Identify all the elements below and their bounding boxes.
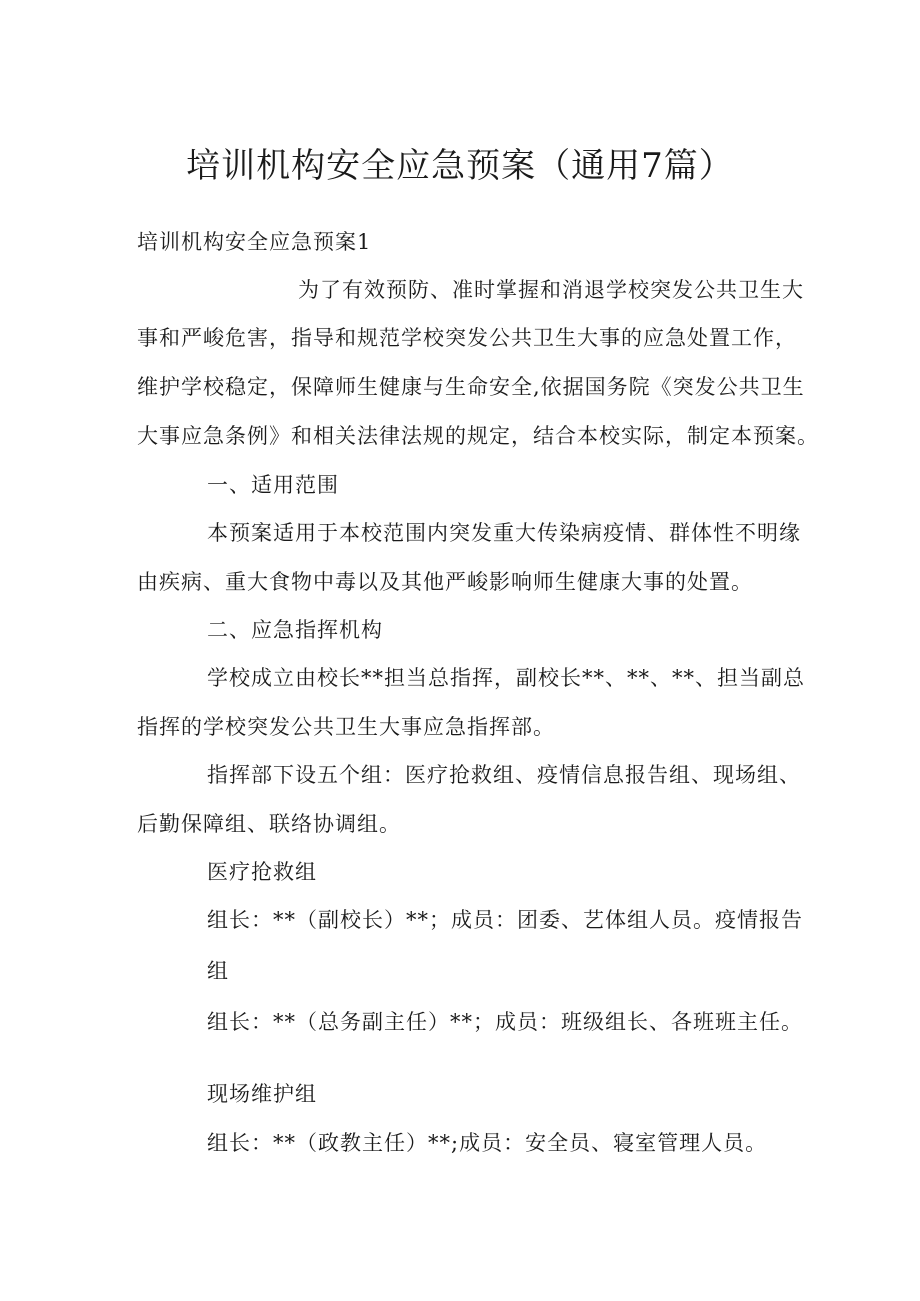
paragraph-line: 学校成立由校长**担当总指挥，副校长**、**、**、担当副总	[207, 666, 805, 690]
subheading-command: 二、应急指挥机构	[207, 618, 383, 642]
paragraph-line: 由疾病、重大食物中毒以及其他严峻影响师生健康大事的处置。	[137, 570, 753, 594]
group-heading: 医疗抢救组	[207, 860, 317, 884]
group-heading: 现场维护组	[207, 1082, 317, 1106]
paragraph-line: 本预案适用于本校范围内突发重大传染病疫情、群体性不明缘	[207, 521, 801, 545]
paragraph-line: 为了有效预防、准时掌握和消退学校突发公共卫生大	[298, 278, 804, 302]
paragraph-line: 事和严峻危害，指导和规范学校突发公共卫生大事的应急处置工作，	[137, 326, 797, 350]
paragraph-line: 组长：**（副校长）**；成员：团委、艺体组人员。疫情报告	[207, 908, 803, 932]
paragraph-line: 维护学校稳定，保障师生健康与生命安全,依据国务院《突发公共卫生	[137, 375, 805, 399]
paragraph-line: 大事应急条例》和相关法律法规的规定，结合本校实际，制定本预案。	[137, 424, 819, 448]
paragraph-line: 组长：**（总务副主任）**；成员：班级组长、各班班主任。	[207, 1010, 803, 1034]
paragraph-line: 指挥的学校突发公共卫生大事应急指挥部。	[137, 715, 555, 739]
paragraph-line: 后勤保障组、联络协调组。	[137, 812, 401, 836]
subheading-scope: 一、适用范围	[207, 473, 339, 497]
section-heading: 培训机构安全应急预案1	[137, 230, 372, 254]
document-title: 培训机构安全应急预案（通用7篇）	[186, 146, 734, 186]
paragraph-line: 组长：**（政教主任）**;成员：安全员、寝室管理人员。	[207, 1131, 768, 1155]
paragraph-line: 指挥部下设五个组：医疗抢救组、疫情信息报告组、现场组、	[207, 763, 801, 787]
paragraph-line: 组	[207, 959, 229, 983]
